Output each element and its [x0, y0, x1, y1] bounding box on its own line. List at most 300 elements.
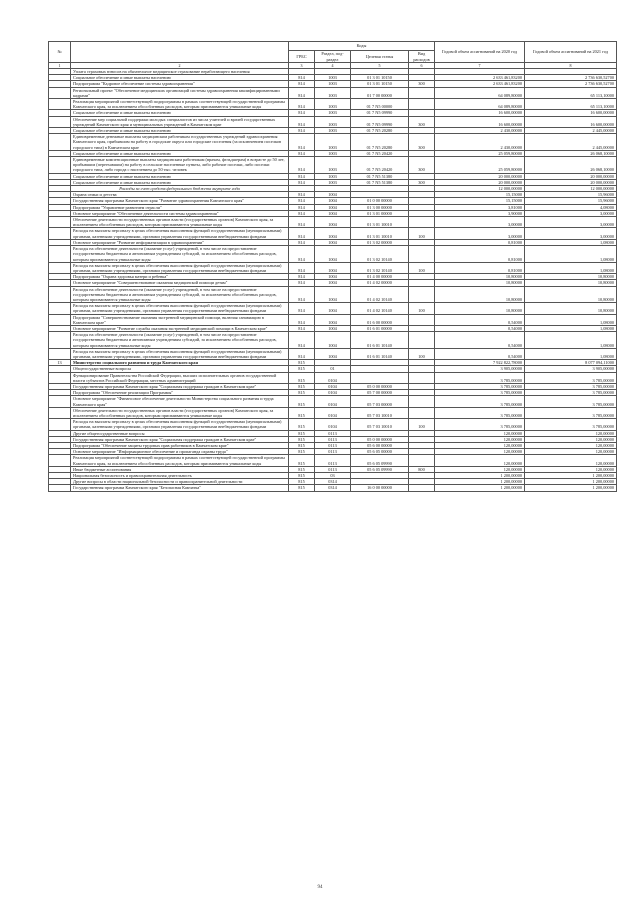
row-razdel: 0113 [315, 449, 351, 455]
row-grbs: 814 [289, 217, 315, 228]
row-amount-2021: 16 600,00000 [525, 110, 617, 116]
page-number: 94 [317, 885, 323, 890]
row-amount-2021: 3,00000 [525, 228, 617, 239]
row-name: Расходы на обеспечение деятельности (оказание услуг) учреждений, в том числе на предоставление государственным бюджетным и автономным учреждениям субсидий, за исключением обособленных расходов, которым присваиваются уникальные коды [71, 246, 289, 263]
row-name: Основное мероприятие "Совершенствование оказания медицинской помощи детям" [71, 280, 289, 286]
row-amount-2020: 3,90000 [435, 210, 525, 216]
row-grbs: 815 [289, 466, 315, 472]
row-amount-2020: 16 600,00000 [435, 116, 525, 127]
row-target-article: 01 7 N5 51380 [351, 179, 409, 185]
row-target-article: 01 3 02 10140 [351, 262, 409, 273]
row-number [49, 246, 71, 263]
row-razdel: 1003 [315, 179, 351, 185]
row-razdel: 0113 [315, 466, 351, 472]
row-amount-2021: 3 785,00000 [525, 390, 617, 396]
row-target-article: 01 3 01 10150 [351, 81, 409, 87]
row-name: Расходы на выплаты персоналу в целях обеспечения выполнения функций государственными (муниципальными) органами, казенными учреждениями, органами управления государственными внебюджетными фондами [71, 303, 289, 314]
row-target-article: 01 3 01 10010 [351, 217, 409, 228]
row-name: Расходы на выплаты персоналу в целях обеспечения выполнения функций государственными (муниципальными) органами, казенными учреждениями, органами управления государственными внебюджетными фондами [71, 228, 289, 239]
table-row [49, 314, 617, 325]
row-amount-2021: 4,08000 [525, 204, 617, 210]
row-target-article: 01 3 01 10150 [351, 75, 409, 81]
row-name: Другие вопросы в области национальной безопасности и правоохранительной деятельности [71, 479, 289, 485]
row-razdel: 1003 [315, 116, 351, 127]
row-razdel: 1004 [315, 280, 351, 286]
row-razdel: 1004 [315, 262, 351, 273]
row-grbs: 814 [289, 228, 315, 239]
row-amount-2021: 1 200,00000 [525, 479, 617, 485]
row-name: Основное мероприятие "Развитие информатизации в здравоохранении" [71, 239, 289, 245]
row-razdel: 0104 [315, 419, 351, 430]
index-cell: 2 [71, 63, 289, 69]
row-amount-2021: 120,00000 [525, 455, 617, 466]
row-number [49, 485, 71, 491]
row-amount-2021: 15,96000 [525, 192, 617, 198]
row-amount-2021: 1,08000 [525, 325, 617, 331]
row-name: Общегосударственные вопросы [71, 366, 289, 372]
row-grbs: 814 [289, 325, 315, 331]
row-expense-type: 300 [409, 134, 435, 151]
row-razdel: 1004 [315, 198, 351, 204]
row-amount-2020: 3 785,00000 [435, 407, 525, 418]
row-amount-2020: 120,00000 [435, 430, 525, 436]
row-target-article: 01 7 N5 20420 [351, 150, 409, 156]
row-expense-type: 800 [409, 466, 435, 472]
row-target-article: 01 7 N5 00000 [351, 99, 409, 110]
row-name: Государственная программа Камчатского края "Социальная поддержка граждан в Камчатском крае" [71, 436, 289, 442]
row-target-article: 01 7 N5 09990 [351, 110, 409, 116]
row-amount-2020: 120,00000 [435, 436, 525, 442]
row-expense-type [409, 246, 435, 263]
row-amount-2020: 3,00000 [435, 228, 525, 239]
row-target-article: 01 3 02 00000 [351, 239, 409, 245]
row-amount-2021: 65 113,10000 [525, 99, 617, 110]
row-razdel: 1004 [315, 348, 351, 359]
row-target-article: 05 7 03 10010 [351, 419, 409, 430]
row-razdel: 1003 [315, 157, 351, 174]
row-amount-2021: 3 785,00000 [525, 419, 617, 430]
table-row [49, 286, 617, 303]
row-amount-2020: 0,81000 [435, 239, 525, 245]
row-grbs: 815 [289, 383, 315, 389]
row-name: Основное мероприятие "Обеспечение деятельности системы здравоохранения" [71, 210, 289, 216]
row-target-article: 01 3 02 10140 [351, 246, 409, 263]
row-name: Министерство социального развития и труда Камчатского края [71, 360, 289, 366]
row-razdel: 0104 [315, 407, 351, 418]
row-grbs: 814 [289, 246, 315, 263]
row-amount-2020: 15,15000 [435, 192, 525, 198]
row-razdel: 1004 [315, 217, 351, 228]
row-grbs: 814 [289, 87, 315, 98]
row-target-article: 05 6 00 00000 [351, 443, 409, 449]
row-amount-2021: 10,80000 [525, 280, 617, 286]
row-amount-2021: 20 000,00000 [525, 179, 617, 185]
row-razdel: 1003 [315, 81, 351, 87]
row-amount-2020: 3 905,00000 [435, 366, 525, 372]
index-cell: 6 [409, 63, 435, 69]
row-razdel: 1003 [315, 134, 351, 151]
table-row [49, 372, 617, 383]
row-razdel: 1004 [315, 325, 351, 331]
row-number [49, 217, 71, 228]
row-grbs: 815 [289, 473, 315, 479]
row-target-article: 05 6 05 00000 [351, 449, 409, 455]
row-amount-2020: 10,80000 [435, 286, 525, 303]
row-target-article: 01 7 N5 09990 [351, 116, 409, 127]
row-expense-type: 300 [409, 116, 435, 127]
table-row [49, 157, 617, 174]
row-amount-2021: 1,08000 [525, 246, 617, 263]
row-amount-2020: 15,15000 [435, 198, 525, 204]
index-cell: 5 [351, 63, 409, 69]
row-amount-2020: 3,00000 [435, 217, 525, 228]
row-name: Социальное обеспечение и иные выплаты населению [71, 128, 289, 134]
row-name: Подпрограмма "Совершенствование оказания экстренной медицинской помощи, включая санавиацию в Камчатском крае" [71, 314, 289, 325]
row-expense-type: 100 [409, 262, 435, 273]
row-expense-type [409, 286, 435, 303]
row-amount-2020: 20 000,00000 [435, 173, 525, 179]
row-name: Иные бюджетные ассигнования [71, 466, 289, 472]
row-name: Обеспечение мер социальной поддержки молодых специалистов из числа учителей и врачей государственных учреждений Камчатского края и муниципальных учреждений в Камчатском крае [71, 116, 289, 127]
row-razdel: 01 [315, 366, 351, 372]
row-name: Расходы на обеспечение деятельности (оказание услуг) учреждений, в том числе на предоставление государственным бюджетным и автономным учреждениям субсидий, за исключением обособленных расходов, которым присваиваются уникальные коды [71, 286, 289, 303]
row-amount-2021: 2 445,00000 [525, 128, 617, 134]
row-amount-2021: 3 785,00000 [525, 372, 617, 383]
row-amount-2021: 20 000,00000 [525, 173, 617, 179]
row-name: Социальное обеспечение и иные выплаты населению [71, 110, 289, 116]
table-row [49, 485, 617, 491]
row-razdel: 1003 [315, 110, 351, 116]
row-grbs: 814 [289, 134, 315, 151]
row-name: Расходы на выплаты персоналу в целях обеспечения выполнения функций государственными (муниципальными) органами, казенными учреждениями, органами управления государственными внебюджетными фондами [71, 348, 289, 359]
row-razdel: 0104 [315, 396, 351, 407]
row-target-article: 01 3 01 10010 [351, 228, 409, 239]
row-name: Функционирование Правительства Российской Федерации, высших исполнительных органов государственной власти субъектов Российской Федерации, местных администраций [71, 372, 289, 383]
row-grbs: 814 [289, 192, 315, 198]
header-year-2020: Годовой объем ассигнований на 2020 год [435, 42, 525, 63]
row-amount-2021: 1,08000 [525, 239, 617, 245]
header-num: № [49, 42, 71, 63]
row-amount-2021: 1 200,00000 [525, 485, 617, 491]
row-target-article: 01 4 02 10140 [351, 303, 409, 314]
header-razdel: Раздел, под-раздел [315, 51, 351, 63]
row-grbs: 814 [289, 314, 315, 325]
row-expense-type [409, 407, 435, 418]
row-grbs: 815 [289, 485, 315, 491]
row-amount-2020: 3,81000 [435, 204, 525, 210]
row-amount-2021: 1,08000 [525, 332, 617, 349]
row-razdel: 1004 [315, 228, 351, 239]
row-target-article: 05 0 00 00000 [351, 383, 409, 389]
row-expense-type: 100 [409, 303, 435, 314]
row-amount-2021: 1,08000 [525, 348, 617, 359]
row-expense-type: 300 [409, 157, 435, 174]
table-row [49, 217, 617, 228]
row-expense-type: 100 [409, 348, 435, 359]
row-name: Государственная программа Камчатского края "Социальная поддержка граждан в Камчатском крае" [71, 383, 289, 389]
row-name: Подпрограмма "Обеспечение защиты трудовых прав работников в Камчатском крае" [71, 443, 289, 449]
row-number [49, 157, 71, 174]
table-row [49, 332, 617, 349]
row-amount-2021: 120,00000 [525, 430, 617, 436]
row-number [49, 455, 71, 466]
row-target-article: 16 0 00 00000 [351, 485, 409, 491]
row-amount-2021: 2 445,00000 [525, 134, 617, 151]
row-razdel: 1004 [315, 192, 351, 198]
row-name: Расходы на выплаты персоналу в целях обеспечения выполнения функций государственными (муниципальными) органами, казенными учреждениями, органами управления государственными внебюджетными фондами [71, 262, 289, 273]
row-razdel: 1004 [315, 246, 351, 263]
row-amount-2020: 0,54000 [435, 314, 525, 325]
row-amount-2021: 10,80000 [525, 303, 617, 314]
row-amount-2020: 120,00000 [435, 449, 525, 455]
row-name: Подпрограмма "Обеспечение реализации Программы" [71, 390, 289, 396]
header-grbs: ГРБС [289, 51, 315, 63]
header-codes: Коды [289, 42, 435, 51]
row-target-article: 01 7 00 00000 [351, 87, 409, 98]
row-grbs: 814 [289, 262, 315, 273]
row-name: Социальное обеспечение и иные выплаты населению [71, 150, 289, 156]
row-amount-2020: 25 059,80000 [435, 157, 525, 174]
row-target-article: 05 7 00 00000 [351, 390, 409, 396]
row-name: Подпрограмма "Охрана здоровья матери и ребенка" [71, 274, 289, 280]
row-grbs: 815 [289, 407, 315, 418]
row-grbs: 815 [289, 366, 315, 372]
index-cell: 1 [49, 63, 71, 69]
row-target-article: 01 7 N5 20280 [351, 128, 409, 134]
row-grbs: 814 [289, 116, 315, 127]
row-amount-2020: 3 785,00000 [435, 372, 525, 383]
row-grbs: 815 [289, 390, 315, 396]
row-razdel: 1003 [315, 128, 351, 134]
row-amount-2020: 10,80000 [435, 280, 525, 286]
row-target-article: 01 6 00 00000 [351, 314, 409, 325]
row-name: Единовременные денежные выплаты медицинским работникам государственных учреждений здравоохранения Камчатского края, прибывшим на работу в городские округа или городские поселения (за исключением поселков городского типа) в Камчатском крае [71, 134, 289, 151]
row-amount-2020: 25 059,80000 [435, 150, 525, 156]
budget-sheet [48, 41, 616, 492]
header-csr: Целевая статья [351, 51, 409, 63]
row-grbs: 814 [289, 348, 315, 359]
table-row [49, 419, 617, 430]
row-target-article: 01 4 00 00000 [351, 274, 409, 280]
row-name: Обеспечение деятельности государственных органов власти (государственных органов) Камчатского края, за исключением обособленных расходов, которым присваиваются уникальные коды [71, 217, 289, 228]
row-razdel: 1004 [315, 303, 351, 314]
row-name: Социальное обеспечение и иные выплаты населению [71, 179, 289, 185]
row-amount-2020: 64 089,80000 [435, 87, 525, 98]
row-grbs: 814 [289, 157, 315, 174]
row-name: Основное мероприятие "Финансовое обеспечение деятельности Министерства социального развития и труда Камчатского края" [71, 396, 289, 407]
row-grbs: 815 [289, 372, 315, 383]
row-grbs: 814 [289, 173, 315, 179]
row-target-article: 05 6 05 09990 [351, 466, 409, 472]
row-razdel: 1004 [315, 204, 351, 210]
row-amount-2020: 20 000,00000 [435, 179, 525, 185]
row-name: Подпрограмма "Управление развитием отрасли" [71, 204, 289, 210]
row-number [49, 407, 71, 418]
header-year-2021: Годовой объем ассигнований на 2021 год [525, 42, 617, 63]
row-razdel: 1004 [315, 274, 351, 280]
table-row [49, 134, 617, 151]
index-cell: 3 [289, 63, 315, 69]
row-amount-2021: 120,00000 [525, 449, 617, 455]
row-amount-2021: 15,96000 [525, 198, 617, 204]
row-grbs: 814 [289, 303, 315, 314]
row-amount-2021: 120,00000 [525, 466, 617, 472]
row-expense-type: 100 [409, 419, 435, 430]
row-expense-type [409, 455, 435, 466]
row-amount-2020: 120,00000 [435, 455, 525, 466]
row-razdel: 1003 [315, 173, 351, 179]
table-row [49, 262, 617, 273]
row-name: Государственная программа Камчатского края "Развитие здравоохранения Камчатского края" [71, 198, 289, 204]
row-amount-2020: 2 633 461,83200 [435, 75, 525, 81]
row-target-article: 01 6 01 00000 [351, 325, 409, 331]
row-name: Основное мероприятие "Информационное обеспечение и пропаганда охраны труда" [71, 449, 289, 455]
row-amount-2020: 1 200,00000 [435, 479, 525, 485]
row-name: Социальное обеспечение и иные выплаты населению [71, 75, 289, 81]
row-target-article: 05 0 00 00000 [351, 436, 409, 442]
row-grbs: 814 [289, 239, 315, 245]
row-amount-2020: 1 200,00000 [435, 485, 525, 491]
row-razdel: 1004 [315, 239, 351, 245]
row-number [49, 116, 71, 127]
row-amount-2020: 0,54000 [435, 348, 525, 359]
row-razdel: 1003 [315, 75, 351, 81]
row-amount-2021: 1 200,00000 [525, 473, 617, 479]
row-grbs: 815 [289, 479, 315, 485]
row-grbs: 815 [289, 419, 315, 430]
row-grbs: 815 [289, 443, 315, 449]
row-expense-type [409, 332, 435, 349]
row-razdel: 1003 [315, 99, 351, 110]
row-name: Уплата страховых взносов на обязательное медицинское страхование неработающего населения [71, 69, 289, 75]
index-cell: 7 [435, 63, 525, 69]
row-grbs: 815 [289, 449, 315, 455]
row-amount-2020: 1 200,00000 [435, 473, 525, 479]
row-expense-type [409, 485, 435, 491]
table-row [49, 396, 617, 407]
row-expense-type [409, 87, 435, 98]
row-name: Единовременные компенсационные выплаты медицинским работникам (врачам, фельдшерам) в возрасте до 50 лет, прибывшим (переехавшим) на работу в сельские населенные пункты, либо рабочие поселки, либо поселки городского типа, либо города с населением до 50 тыс. человек [71, 157, 289, 174]
row-amount-2021: 3 785,00000 [525, 383, 617, 389]
table-row [49, 99, 617, 110]
row-amount-2020: 2 430,00000 [435, 134, 525, 151]
row-amount-2021: 26 068,10000 [525, 150, 617, 156]
row-amount-2021: 2 736 630,52700 [525, 75, 617, 81]
row-number [49, 332, 71, 349]
row-expense-type [409, 99, 435, 110]
row-razdel: 0104 [315, 383, 351, 389]
table-row [49, 407, 617, 418]
header-name [71, 42, 289, 63]
row-name: Основное мероприятие "Развитие службы оказания экстренной медицинской помощи в Камчатском крае" [71, 325, 289, 331]
index-cell: 4 [315, 63, 351, 69]
budget-table [48, 41, 617, 492]
row-amount-2021: 3 785,00000 [525, 396, 617, 407]
row-grbs: 815 [289, 360, 315, 366]
row-grbs: 814 [289, 150, 315, 156]
row-amount-2020: 120,00000 [435, 443, 525, 449]
row-amount-2021: 120,00000 [525, 436, 617, 442]
row-target-article: 01 3 00 00000 [351, 204, 409, 210]
row-grbs: 814 [289, 179, 315, 185]
row-amount-2020: 7 922 822,78000 [435, 360, 525, 366]
row-number [49, 87, 71, 98]
row-expense-type: 300 [409, 81, 435, 87]
row-expense-type [409, 396, 435, 407]
row-target-article: 01 0 00 00000 [351, 198, 409, 204]
row-razdel: 1003 [315, 150, 351, 156]
row-grbs: 814 [289, 198, 315, 204]
row-amount-2021: 65 113,10000 [525, 87, 617, 98]
row-number: 13 [49, 360, 71, 366]
row-amount-2021: 12 000,00000 [525, 186, 617, 192]
row-grbs: 814 [289, 274, 315, 280]
index-cell: 8 [525, 63, 617, 69]
row-grbs: 815 [289, 436, 315, 442]
row-amount-2020: 16 600,00000 [435, 110, 525, 116]
row-target-article: 05 6 05 09990 [351, 455, 409, 466]
row-razdel: 03 [315, 473, 351, 479]
row-razdel: 1004 [315, 210, 351, 216]
row-amount-2020: 10,80000 [435, 274, 525, 280]
row-amount-2021: 3,00000 [525, 210, 617, 216]
row-name: Реализация мероприятий соответствующей подпрограммы в рамках соответствующей государственной программы Камчатского края, за исключением обособленных расходов, которым присваиваются уникальные коды [71, 455, 289, 466]
row-number [49, 303, 71, 314]
table-row [49, 116, 617, 127]
row-razdel: 0104 [315, 390, 351, 396]
row-razdel: 0104 [315, 372, 351, 383]
row-razdel: 1004 [315, 314, 351, 325]
row-amount-2020: 2 633 461,83200 [435, 81, 525, 87]
row-target-article: 01 7 N5 20420 [351, 157, 409, 174]
row-grbs: 815 [289, 396, 315, 407]
row-number [49, 228, 71, 239]
row-amount-2020: 3 785,00000 [435, 396, 525, 407]
row-amount-2021: 1,08000 [525, 314, 617, 325]
row-name: Расходы на обеспечение деятельности (оказание услуг) учреждений, в том числе на предоставление государственным бюджетным и автономным учреждениям субсидий, за исключением обособленных расходов, которым присваиваются уникальные коды [71, 332, 289, 349]
row-target-article: 01 6 01 10140 [351, 332, 409, 349]
row-name: Реализация мероприятий соответствующей подпрограммы в рамках соответствующей государственной программы Камчатского края, за исключением обособленных расходов, которым присваиваются уникальные коды [71, 99, 289, 110]
row-expense-type [409, 217, 435, 228]
row-razdel: 1004 [315, 286, 351, 303]
row-grbs: 814 [289, 81, 315, 87]
table-row [49, 348, 617, 359]
row-name: Другие общегосударственные вопросы [71, 430, 289, 436]
row-name: Региональный проект "Обеспечение медицинских организаций системы здравоохранения квалифицированными кадрами" [71, 87, 289, 98]
row-name: Национальная безопасность и правоохранительная деятельность [71, 473, 289, 479]
row-razdel: 0113 [315, 443, 351, 449]
row-amount-2021: 120,00000 [525, 443, 617, 449]
row-name: Государственная программа Камчатского края "Безопасная Камчатка" [71, 485, 289, 491]
row-target-article: 01 7 N5 51380 [351, 173, 409, 179]
row-amount-2020: 64 089,80000 [435, 99, 525, 110]
row-number [49, 134, 71, 151]
row-grbs: 814 [289, 286, 315, 303]
table-row [49, 246, 617, 263]
row-grbs: 814 [289, 110, 315, 116]
row-name: Обеспечение деятельности государственных органов власти (государственных органов) Камчатского края, за исключением обособленных расходов, которым присваиваются уникальные коды [71, 407, 289, 418]
row-grbs: 815 [289, 455, 315, 466]
row-number [49, 286, 71, 303]
row-target-article: 01 4 02 10140 [351, 286, 409, 303]
row-grbs: 814 [289, 204, 315, 210]
table-row [49, 87, 617, 98]
row-number [49, 99, 71, 110]
row-number [49, 348, 71, 359]
row-grbs: 814 [289, 99, 315, 110]
row-grbs: 814 [289, 210, 315, 216]
row-amount-2021: 8 077 094,11000 [525, 360, 617, 366]
